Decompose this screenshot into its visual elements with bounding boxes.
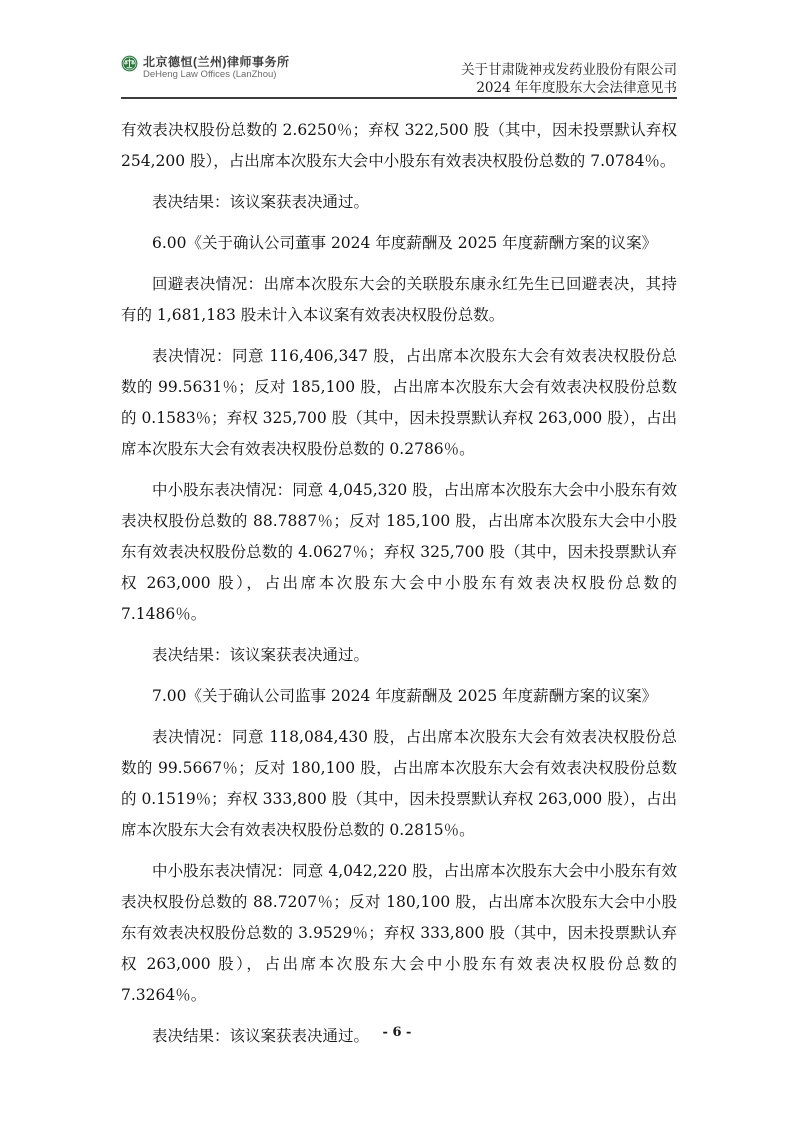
paragraph-vote-result: 表决结果：该议案获表决通过。 — [152, 1027, 370, 1045]
document-title-line2: 2024 年年度股东大会法律意见书 — [476, 80, 677, 96]
page-number: - 6 - — [382, 1025, 412, 1040]
page-header — [121, 0, 677, 99]
document-title-line1: 关于甘肃陇神戎发药业股份有限公司 — [461, 62, 677, 78]
paragraph-minority-vote-detail: 中小股东表决情况：同意 4,045,320 股，占出席本次股东大会中小股东有效表决权股份总数的 88.7887％；反对 185,100 股，占出席本次股东大会中小股东有效表决权股份总数的 4.0627％；弃权 325,700 股（其中，因未投票默认弃权 263,000 股），占出席本次股东大会中小股东有效表决权股份总数的 7.1486％。 — [121, 481, 677, 623]
law-firm-block — [121, 55, 290, 81]
paragraph-proposal-6-title: 6.00《关于确认公司董事 2024 年度薪酬及 2025 年度薪酬方案的议案》 — [152, 234, 658, 252]
paragraph-continuation: 有效表决权股份总数的 2.6250％；弃权 322,500 股（其中，因未投票默认弃权 254,200 股），占出席本次股东大会中小股东有效表决权股份总数的 7.0784％。 — [121, 121, 677, 170]
paragraph-vote-result: 表决结果：该议案获表决通过。 — [152, 193, 370, 211]
deheng-logo-icon — [121, 55, 138, 72]
document-title-block — [461, 61, 677, 97]
firm-name-block — [143, 55, 290, 81]
paragraph-minority-vote-detail: 中小股东表决情况：同意 4,042,220 股，占出席本次股东大会中小股东有效表决权股份总数的 88.7207％；反对 180,100 股，占出席本次股东大会中小股东有效表决权股份总数的 3.9529％；弃权 333,800 股（其中，因未投票默认弃权 263,000 股），占出席本次股东大会中小股东有效表决权股份总数的 7.3264％。 — [121, 862, 677, 1004]
paragraph-proposal-7-title: 7.00《关于确认公司监事 2024 年度薪酬及 2025 年度薪酬方案的议案》 — [152, 687, 658, 705]
paragraph-vote-detail: 表决情况：同意 116,406,347 股，占出席本次股东大会有效表决权股份总数的 99.5631％；反对 185,100 股，占出席本次股东大会有效表决权股份总数的 0.1583％；弃权 325,700 股（其中，因未投票默认弃权 263,000 股），占出席本次股东大会有效表决权股份总数的 0.2786％。 — [121, 347, 677, 458]
paragraph-abstention-note: 回避表决情况：出席本次股东大会的关联股东康永红先生已回避表决，其持有的 1,681,183 股未计入本议案有效表决权股份总数。 — [121, 275, 677, 324]
document-body — [121, 99, 677, 1052]
paragraph-vote-detail: 表决情况：同意 118,084,430 股，占出席本次股东大会有效表决权股份总数的 99.5667％；反对 180,100 股，占出席本次股东大会有效表决权股份总数的 0.1519％；弃权 333,800 股（其中，因未投票默认弃权 263,000 股），占出席本次股东大会有效表决权股份总数的 0.2815％。 — [121, 728, 677, 839]
paragraph-vote-result: 表决结果：该议案获表决通过。 — [152, 646, 370, 664]
firm-name-chinese: 北京德恒(兰州)律师事务所 — [143, 55, 290, 69]
firm-name-english: DeHeng Law Offices (LanZhou) — [143, 69, 277, 80]
